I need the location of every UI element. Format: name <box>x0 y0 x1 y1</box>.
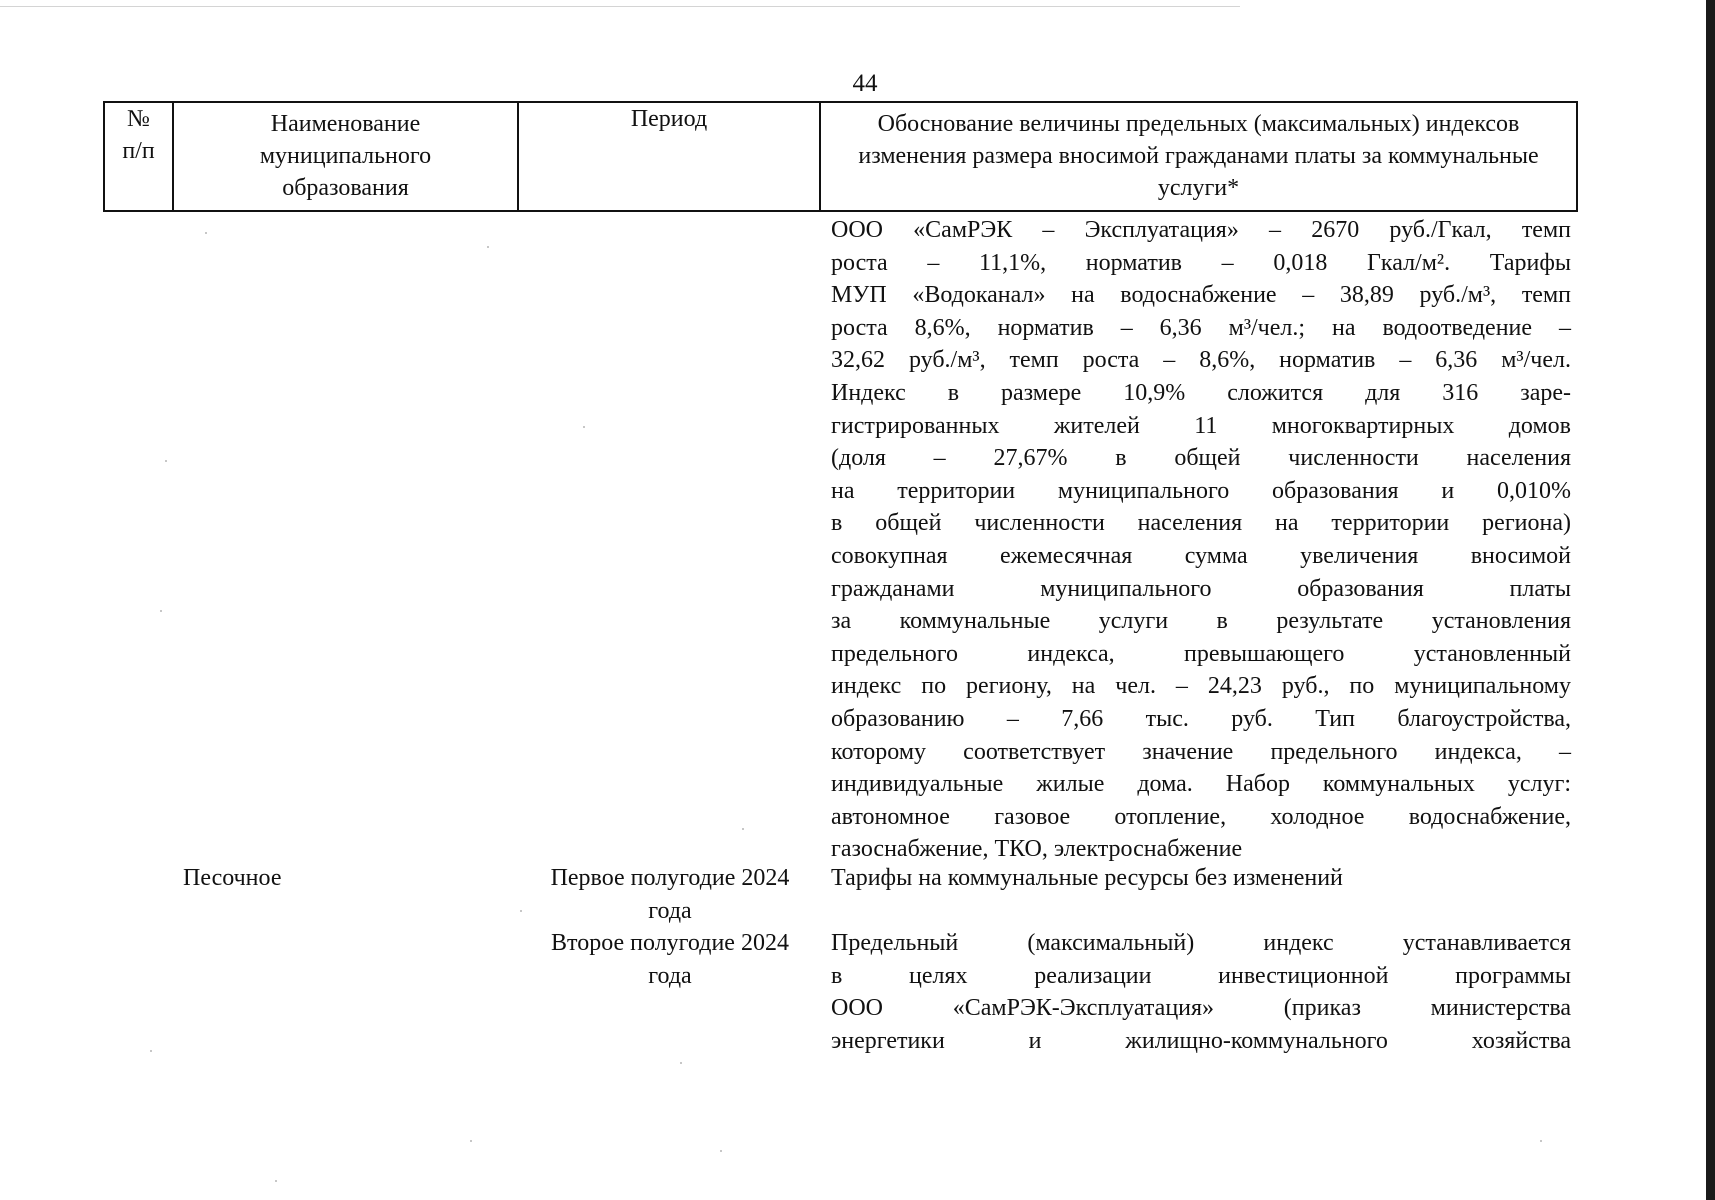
justification-line: 32,62 руб./м³, темп роста – 8,6%, норматив – 6,36 м³/чел. <box>831 347 1571 374</box>
row-2-period: Первое полугодие 2024 года <box>550 865 790 924</box>
justification-line: автономное газовое отопление, холодное водоснабжение, <box>831 803 1571 830</box>
page-number: 44 <box>852 70 878 97</box>
scan-speck <box>275 1180 277 1182</box>
justification-line: Индекс в размере 10,9% сложится для 316 заре- <box>831 379 1571 406</box>
scan-speck <box>1540 1140 1542 1142</box>
scan-speck <box>470 1140 472 1142</box>
justification-line: газоснабжение, ТКО, электроснабжение <box>831 836 1243 863</box>
header-period <box>519 101 819 211</box>
header-divider-right <box>1576 101 1578 212</box>
row-3-justification <box>831 927 1571 1057</box>
header-period-text: Период <box>630 106 708 132</box>
header-name <box>174 101 517 211</box>
scan-speck <box>520 910 522 912</box>
row-2-name: Песочное <box>183 865 282 891</box>
justification-line: МУП «Водоканал» на водоснабжение – 38,89 руб./м³, темп <box>831 282 1571 309</box>
justification-line: совокупная ежемесячная сумма увеличения вносимой <box>831 542 1571 569</box>
justification-line: Предельный (максимальный) индекс устанавливается <box>831 930 1571 956</box>
justification-line: Тарифы на коммунальные ресурсы без изменений <box>831 865 1343 891</box>
justification-line: в целях реализации инвестиционной программы <box>831 962 1571 989</box>
scan-speck <box>160 610 162 612</box>
scan-speck <box>720 1150 722 1152</box>
justification-line: которому соответствует значение предельного индекса, – <box>831 738 1571 765</box>
scan-edge-right <box>1706 0 1715 1200</box>
scan-speck <box>165 460 167 462</box>
header-number-text: № п/п <box>122 106 155 164</box>
scan-speck <box>487 246 489 248</box>
scan-speck <box>205 232 207 234</box>
justification-line: образованию – 7,66 тыс. руб. Тип благоустройства, <box>831 705 1571 732</box>
justification-line: на территории муниципального образования и 0,010% <box>831 477 1571 504</box>
justification-line: в общей численности населения на территории региона) <box>831 510 1571 537</box>
header-justification-text: Обоснование величины предельных (максимальных) индексов изменения размера вносимой гражданами платы за коммунальные услуги* <box>858 111 1539 201</box>
justification-line: гистрированных жителей 11 многоквартирных домов <box>831 412 1571 439</box>
header-name-text: Наименование муниципального образования <box>259 111 432 201</box>
header-justification <box>821 101 1576 211</box>
row-1-justification <box>831 214 1571 866</box>
justification-line: роста – 11,1%, норматив – 0,018 Гкал/м². Тарифы <box>831 249 1571 276</box>
justification-line: за коммунальные услуги в результате установления <box>831 608 1571 635</box>
justification-line: индивидуальные жилые дома. Набор коммунальных услуг: <box>831 771 1571 798</box>
scan-speck <box>150 1050 152 1052</box>
scan-speck <box>742 828 744 830</box>
row-3-period: Второе полугодие 2024 года <box>551 930 789 989</box>
justification-line: ООО «СамРЭК-Эксплуатация» (приказ министерства <box>831 995 1571 1022</box>
justification-line: предельного индекса, превышающего установленный <box>831 640 1571 667</box>
header-number <box>105 101 172 211</box>
scan-edge-top <box>0 6 1240 7</box>
scan-speck <box>583 426 585 428</box>
justification-line: ООО «СамРЭК – Эксплуатация» – 2670 руб./Гкал, темп <box>831 217 1571 243</box>
justification-line: (доля – 27,67% в общей численности населения <box>831 445 1571 472</box>
scan-speck <box>680 1062 682 1064</box>
justification-line: индекс по региону, на чел. – 24,23 руб., по муниципальному <box>831 673 1571 700</box>
justification-line: гражданами муниципального образования платы <box>831 575 1571 602</box>
justification-line: энергетики и жилищно-коммунального хозяйства <box>831 1027 1571 1054</box>
justification-line: роста 8,6%, норматив – 6,36 м³/чел.; на водоотведение – <box>831 314 1571 341</box>
row-2-justification <box>831 862 1571 895</box>
